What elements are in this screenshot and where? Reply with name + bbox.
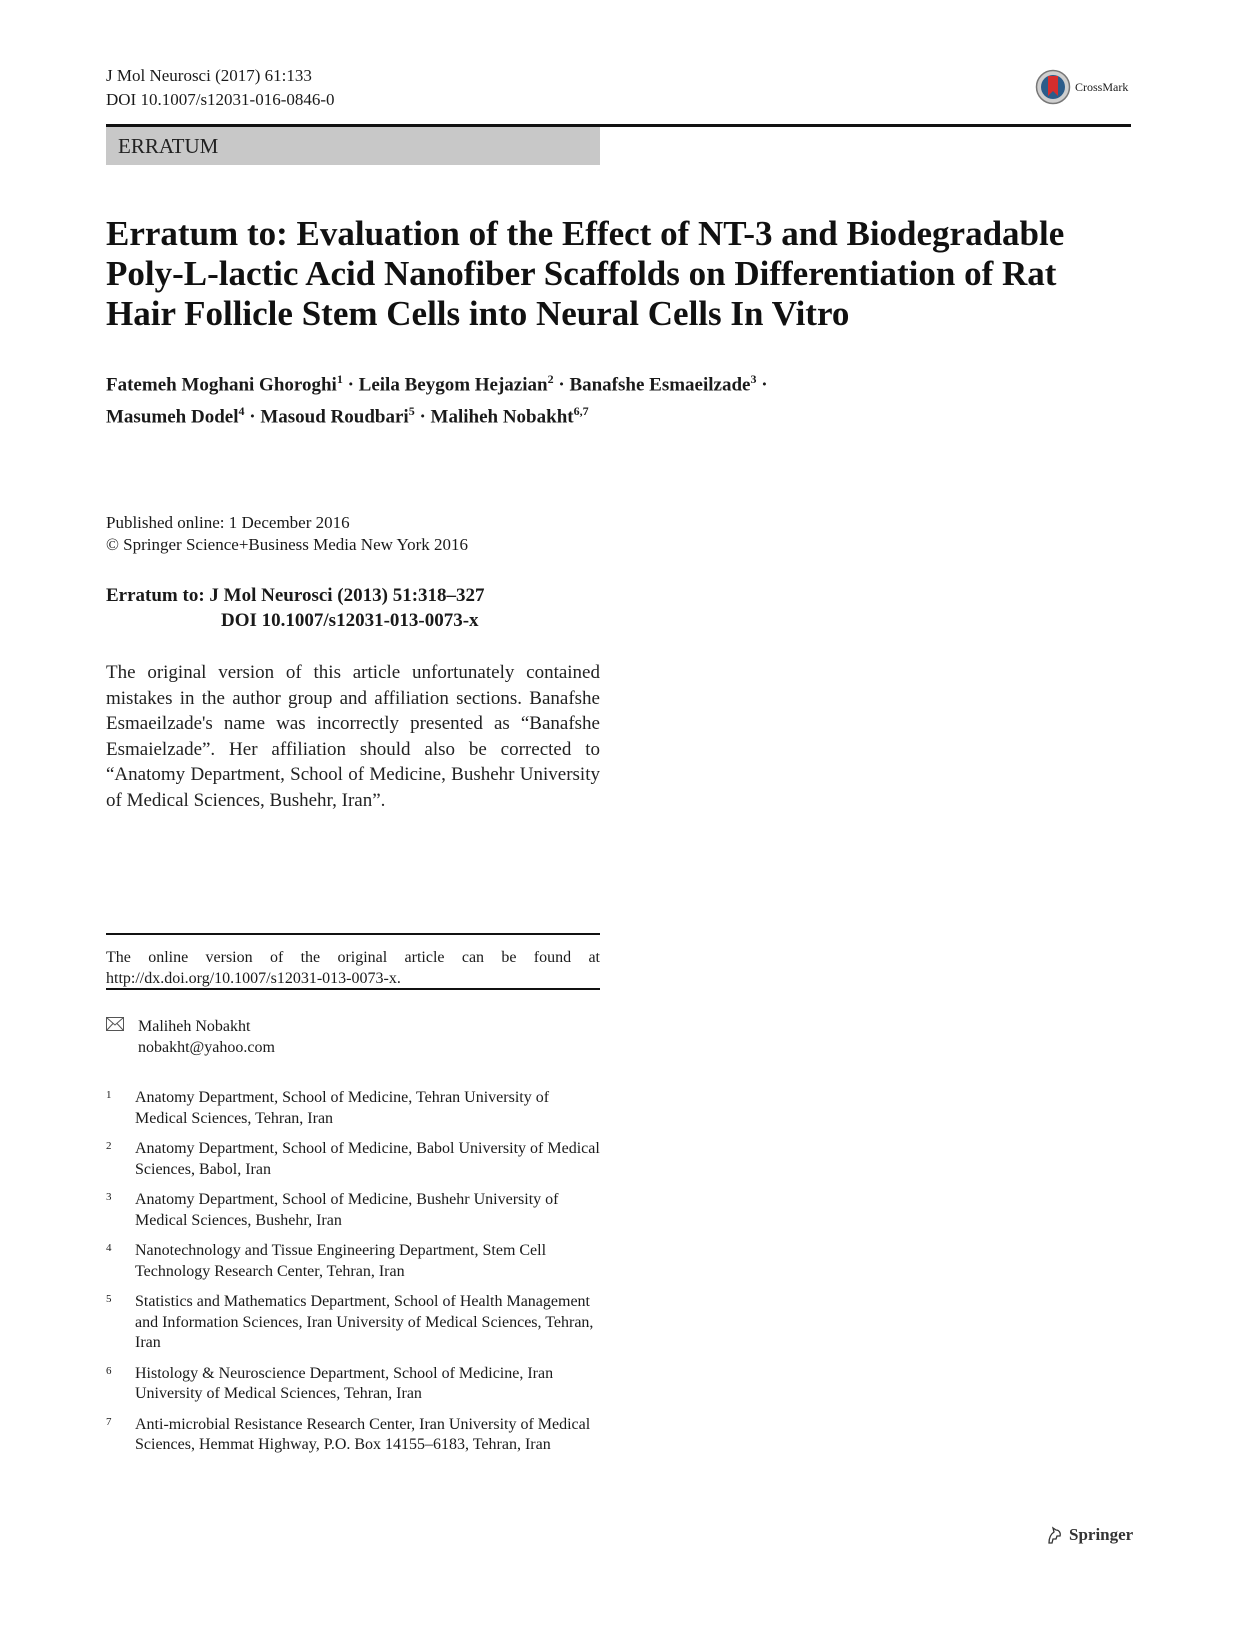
affiliation-text: Anatomy Department, School of Medicine, Babol University of Medical Sciences, Babol, Iran: [135, 1140, 600, 1178]
journal-citation: [106, 64, 335, 112]
affiliation-number: 7: [106, 1415, 112, 1428]
affiliation-number: 5: [106, 1293, 112, 1305]
affiliation-item: [106, 1190, 600, 1231]
contact-name: Maliheh Nobakht: [138, 1018, 251, 1035]
published-date: Published online: 1 December 2016: [106, 513, 350, 532]
author-name: Maliheh Nobakht: [430, 406, 574, 428]
affiliation-text: Anatomy Department, School of Medicine, Bushehr University of Medical Sciences, Bushehr, Iran: [135, 1191, 559, 1229]
affiliation-item: [106, 1292, 600, 1354]
erratum-body: The original version of this article unfortunately contained mistakes in the author group and affiliation sections. Banafshe Esmaeilzade's name was incorrectly presented as “Banafshe Esmaielzade”. Her affiliation should also be corrected to “Anatomy Department, School of Medicine, Bushehr University of Medical Sciences, Bushehr, Iran”.: [106, 662, 600, 811]
author-affil-ref: 2: [547, 372, 554, 386]
publisher-name: Springer: [1069, 1525, 1134, 1544]
affiliation-item: [106, 1364, 600, 1405]
author-affil-ref: 1: [336, 372, 343, 386]
affiliation-list: [106, 1088, 600, 1466]
publisher-logo: [1045, 1525, 1133, 1545]
author-affil-ref: 3: [750, 372, 757, 386]
erratum-reference: [106, 583, 600, 633]
crossmark-label: CrossMark: [1075, 79, 1129, 94]
footnote-bottom-rule: [106, 988, 600, 990]
footnote-top-rule: [106, 933, 600, 935]
author-name: Leila Beygom Hejazian: [358, 374, 548, 396]
crossmark-icon: [1035, 69, 1071, 105]
affiliation-text: Anatomy Department, School of Medicine, Tehran University of Medical Sciences, Tehran, Iran: [135, 1089, 550, 1127]
author-affil-ref: 4: [238, 404, 245, 419]
erratum-doi: DOI 10.1007/s12031-013-0073-x: [221, 610, 479, 631]
contact-email[interactable]: nobakht@yahoo.com: [138, 1039, 275, 1056]
author-affil-ref: 5: [408, 404, 415, 419]
journal-volume: J Mol Neurosci (2017) 61:133: [106, 66, 312, 85]
affiliation-text: Nanotechnology and Tissue Engineering Department, Stem Cell Technology Research Center, Tehran, Iran: [135, 1242, 547, 1280]
corresponding-author: [106, 1016, 275, 1058]
author-name: Masumeh Dodel: [106, 406, 239, 428]
online-version-note: The online version of the original article can be found at http://dx.doi.org/10.1007/s12031-013-0073-x.: [106, 949, 600, 987]
affiliation-number: 2: [106, 1140, 112, 1152]
affiliation-text: Histology & Neuroscience Department, School of Medicine, Iran University of Medical Sciences, Tehran, Iran: [135, 1364, 554, 1402]
affiliation-number: 6: [106, 1364, 112, 1377]
author-affil-ref: 6,7: [573, 404, 589, 419]
author-list: Fatemeh Moghani Ghoroghi$^1$ · Leila Beygom Hejazian$^2$ · Banafshe Esmaeilzade$^3$ · Masumeh Dodel$^4$ · Masoud Roudbari$^5$ · Maliheh Nobakht$^{6,7}$: [106, 372, 768, 428]
affiliation-number: 3: [106, 1191, 112, 1203]
affiliation-number: 4: [106, 1242, 112, 1254]
journal-doi: DOI 10.1007/s12031-016-0846-0: [106, 90, 335, 109]
affiliation-item: [106, 1088, 600, 1129]
affiliation-text: Anti-microbial Resistance Research Center, Iran University of Medical Sciences, Hemmat Highway, P.O. Box 14155–6183, Tehran, Iran: [135, 1415, 591, 1453]
publication-info: [106, 512, 468, 556]
section-label: ERRATUM: [106, 127, 600, 165]
crossmark-badge[interactable]: [1035, 69, 1128, 105]
author-name: Banafshe Esmaeilzade: [569, 374, 751, 396]
affiliation-item: [106, 1415, 600, 1456]
erratum-citation: Erratum to: J Mol Neurosci (2013) 51:318–327: [106, 585, 485, 606]
affiliation-item: [106, 1241, 600, 1282]
copyright: © Springer Science+Business Media New York 2016: [106, 535, 468, 554]
author-name: Masoud Roudbari: [260, 406, 409, 428]
affiliation-text: Statistics and Mathematics Department, School of Health Management and Information Sciences, Iran University of Medical Sciences, Tehran, Iran: [135, 1293, 594, 1351]
author-name: Fatemeh Moghani Ghoroghi: [106, 374, 337, 396]
springer-horse-icon: [1045, 1525, 1065, 1545]
article-title: Erratum to: Evaluation of the Effect of NT-3 and Biodegradable Poly-L-lactic Acid Nanofiber Scaffolds on Differentiation of Rat Hair Follicle Stem Cells into Neural Cells In Vitro: [106, 214, 1065, 333]
affiliation-number: 1: [106, 1089, 112, 1101]
affiliation-item: [106, 1139, 600, 1180]
envelope-icon: [106, 1016, 138, 1058]
